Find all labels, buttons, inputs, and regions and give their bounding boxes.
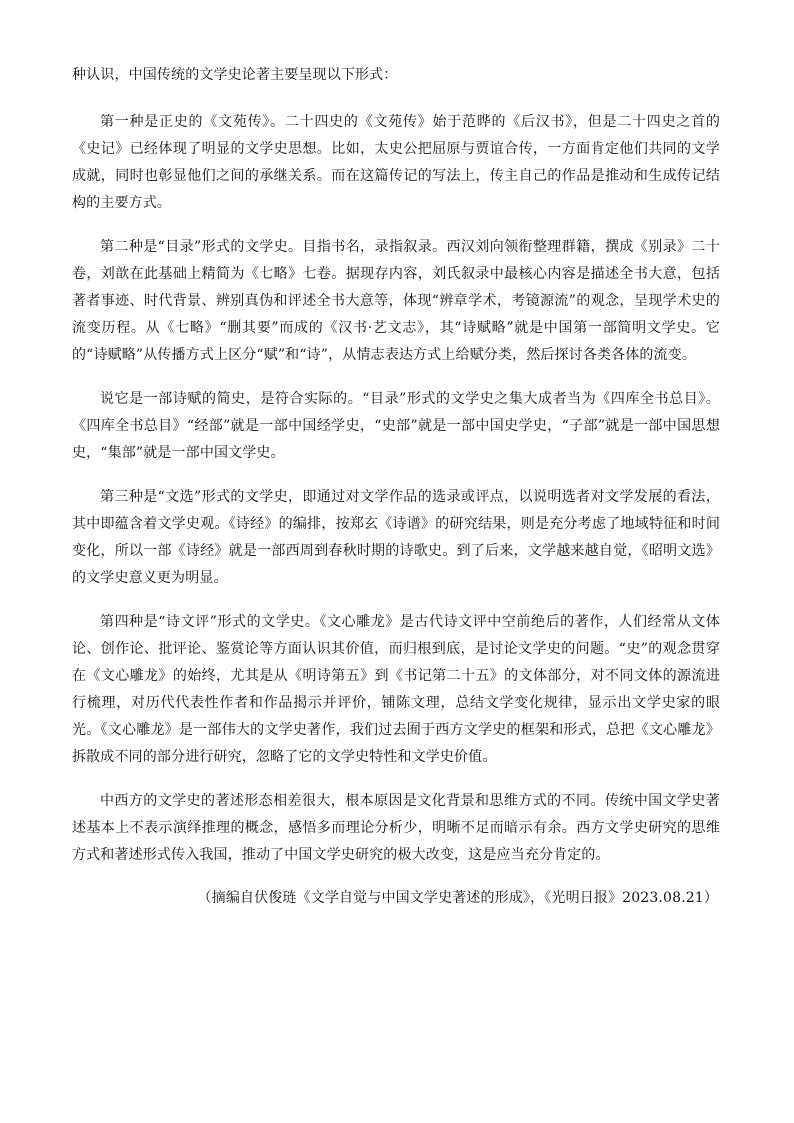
paragraph-6: 中西方的文学史的著述形态相差很大，根本原因是文化背景和思维方式的不同。传统中国文学史著述基本上不表示演绎推理的概念，感悟多而理论分析少，明晰不足而暗示有余。西方文学史研究的思维方式和著述形式传入我国，推动了中国文学史研究的极大改变，这是应当充分肯定的。 <box>72 793 720 863</box>
source-citation: （摘编自伏俊琏《文学自觉与中国文学史著述的形成》，《光明日报》2023.08.21） <box>197 890 718 906</box>
paragraph-4: 第三种是“文选”形式的文学史，即通过对文学作品的选录或评点，以说明选者对文学发展的看法，其中即蕴含着文学史观。《诗经》的编排，按郑玄《诗谱》的研究结果，则是充分考虑了地域特征和时间变化，所以一部《诗经》就是一部西周到春秋时期的诗歌史。到了后来，文学越来越自觉，《昭明文选》的文学史意义更为明显。 <box>72 489 720 586</box>
article-body <box>72 62 720 910</box>
paragraph-1: 第一种是正史的《文苑传》。二十四史的《文苑传》始于范晔的《后汉书》，但是二十四史之首的《史记》已经体现了明显的文学史思想。比如，太史公把屈原与贾谊合传，一方面肯定他们共同的文学成就，同时也彰显他们之间的承继关系。而在这篇传记的写法上，传主自己的作品是推动和生成传记结构的主要方式。 <box>72 114 720 211</box>
intro-line: 种认识，中国传统的文学史论著主要呈现以下形式： <box>72 67 398 83</box>
paragraph-3: 说它是一部诗赋的简史，是符合实际的。“目录”形式的文学史之集大成者当为《四库全书总目》。《四库全书总目》“经部”就是一部中国经学史，“史部”就是一部中国史学史，“子部”就是一部中国思想史，“集部”就是一部中国文学史。 <box>72 391 720 461</box>
paragraph-5: 第四种是“诗文评”形式的文学史。《文心雕龙》是古代诗文评中空前绝后的著作，人们经常从文体论、创作论、批评论、鉴赏论等方面认识其价值，而归根到底，是讨论文学史的问题。“史”的观念贯穿在《文心雕龙》的始终，尤其是从《明诗第五》到《书记第二十五》的文体部分，对不同文体的源流进行梳理，对历代代表性作者和作品揭示并评价，铺陈文理，总结文学变化规律，显示出文学史家的眼光。《文心雕龙》是一部伟大的文学史著作，我们过去囿于西方文学史的框架和形式，总把《文心雕龙》拆散成不同的部分进行研究，忽略了它的文学史特性和文学史价值。 <box>72 614 720 765</box>
paragraph-2: 第二种是“目录”形式的文学史。目指书名，录指叙录。西汉刘向领衔整理群籍，撰成《别录》二十卷，刘歆在此基础上精简为《七略》七卷。据现存内容，刘氏叙录中最核心内容是描述全书大意，包括著者事迹、时代背景、辨别真伪和评述全书大意等，体现“辨章学术，考镜源流”的观念，呈现学术史的流变历程。从《七略》“删其要”而成的《汉书·艺文志》，其“诗赋略”就是中国第一部简明文学史。它的“诗赋略”从传播方式上区分“赋”和“诗”，从情志表达方式上给赋分类，然后探讨各类各体的流变。 <box>72 239 720 363</box>
